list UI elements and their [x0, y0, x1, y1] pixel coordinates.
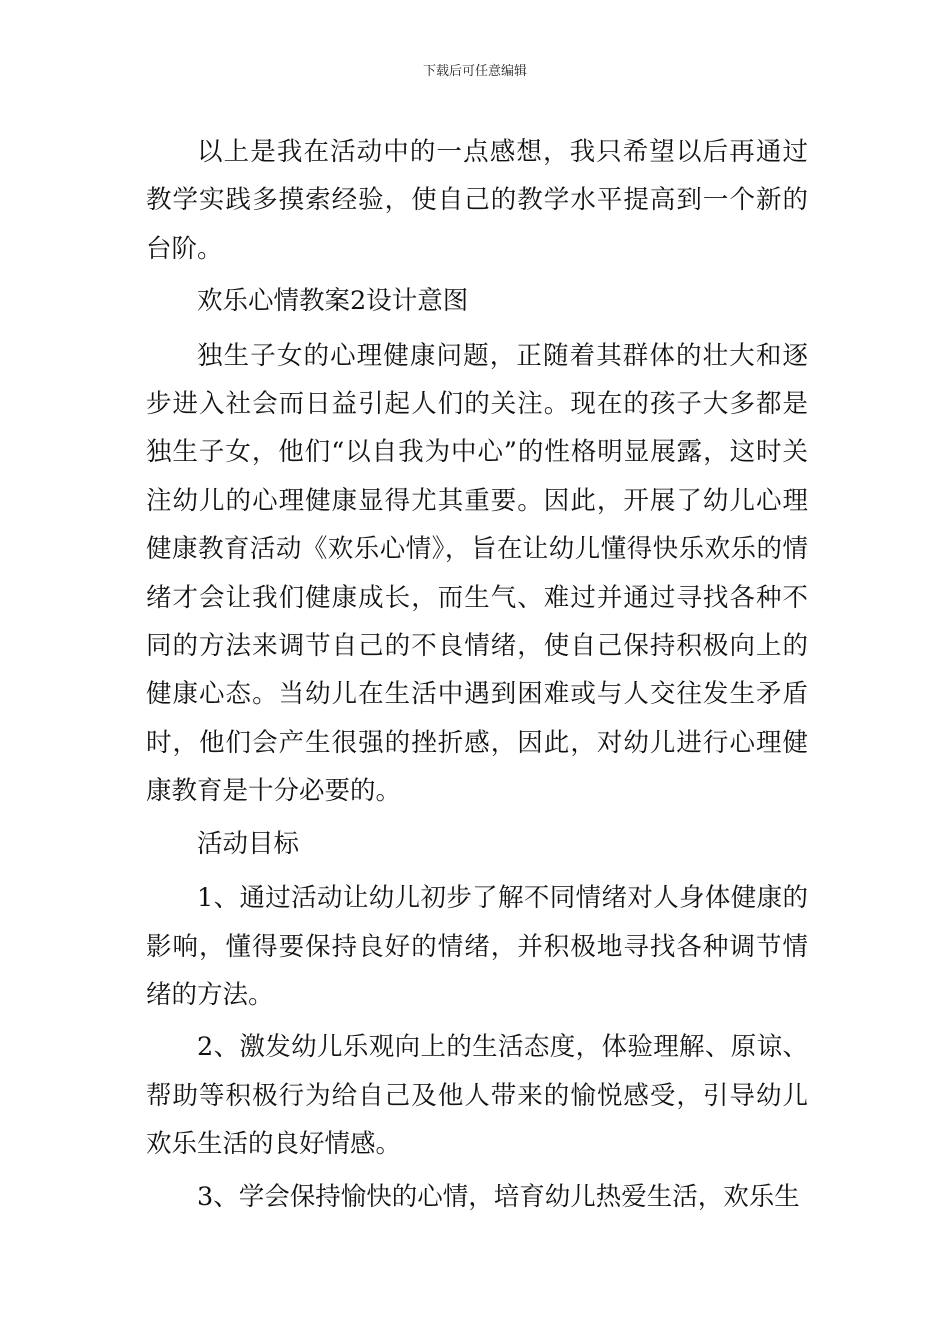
document-body: [146, 128, 808, 1225]
paragraph-goal-3: 3、学会保持愉快的心情，培育幼儿热爱生活，欢乐生: [197, 1181, 800, 1212]
paragraph-goal-2: 2、激发幼儿乐观向上的生活态度，体验理解、原谅、帮助等积极行为给自己及他人带来的愉悦感受，引导幼儿欢乐生活的良好情感。: [146, 1032, 808, 1160]
section-heading-activity-goals: 活动目标: [197, 828, 300, 859]
paragraph-goal-1: 1、通过活动让幼儿初步了解不同情绪对人身体健康的影响，懂得要保持良好的情绪，并积极地寻找各种调节情绪的方法。: [146, 883, 808, 1010]
paragraph-reflection: 以上是我在活动中的一点感想，我只希望以后再通过教学实践多摸索经验，使自己的教学水平提高到一个新的台阶。: [146, 137, 808, 264]
section-heading-design-intent: 欢乐心情教案2设计意图: [197, 286, 469, 317]
paragraph-design-intent: 独生子女的心理健康问题，正随着其群体的壮大和逐步进入社会而日益引起人们的关注。现在的孩子大多都是独生子女，他们“以自我为中心”的性格明显展露，这时关注幼儿的心理健康显得尤其重要。因此，开展了幼儿心理健康教育活动《欢乐心情》，旨在让幼儿懂得快乐欢乐的情绪才会让我们健康成长，而生气、难过并通过寻找各种不同的方法来调节自己的不良情绪，使自己保持积极向上的健康心态。当幼儿在生活中遇到困难或与人交往发生矛盾时，他们会产生很强的挫折感，因此，对幼儿进行心理健康教育是十分必要的。: [146, 340, 808, 807]
page-header: 下载后可任意编辑: [422, 64, 527, 79]
